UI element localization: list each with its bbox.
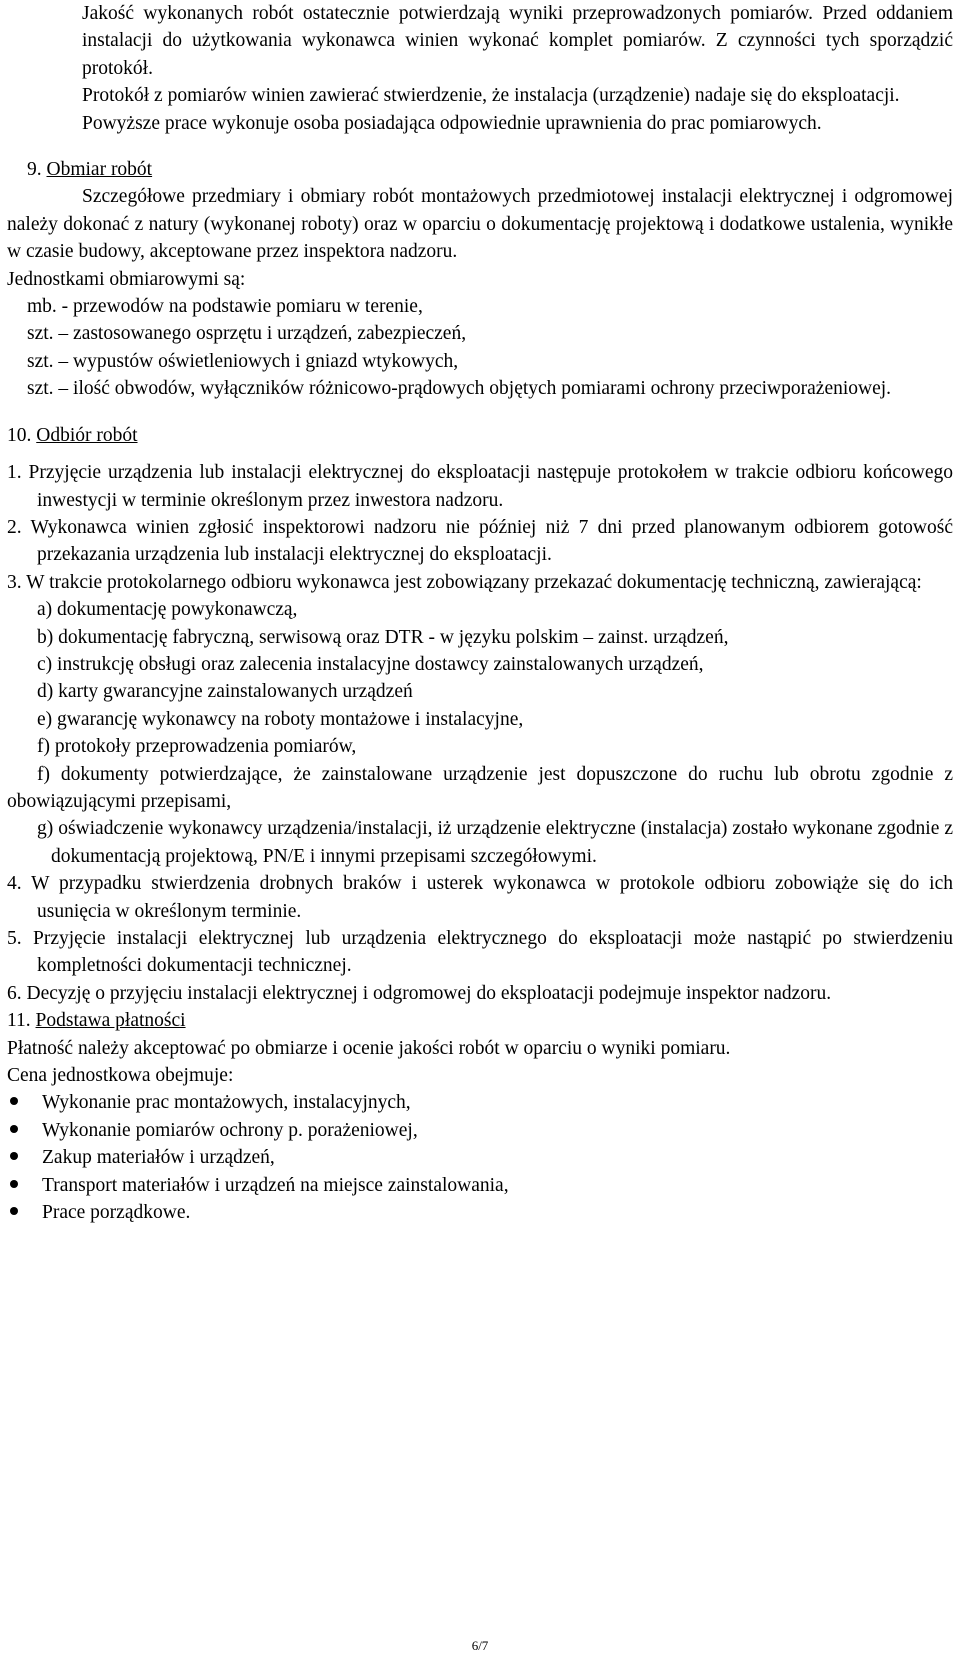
section-9-title: Obmiar robót [46, 159, 153, 181]
documentation-item: e) gwarancję wykonawcy na roboty montażowe i instalacyjne, [37, 708, 524, 730]
documentation-item: c) instrukcję obsługi oraz zalecenia instalacyjne dostawcy zainstalowanych urządzeń, [37, 653, 704, 675]
payment-text: Płatność należy akceptować po obmiarze i ocenie jakości robót w oparciu o wyniki pomiaru. [7, 1037, 731, 1059]
acceptance-item: 5. Przyjęcie instalacji elektrycznej lub urządzenia elektrycznego do eksploatacji może nastąpić po stwierdzeniu kompletności dokumentacji technicznej. [7, 928, 953, 977]
bullet-text: Zakup materiałów i urządzeń, [42, 1147, 275, 1169]
acceptance-item: 2. Wykonawca winien zgłosić inspektorowi nadzoru nie później niż 7 dni przed planowanym odbiorem gotowość przekazania urządzenia lub instalacji elektrycznej do eksploatacji. [7, 516, 953, 566]
spacer [7, 449, 953, 459]
documentation-item: b) dokumentację fabryczną, serwisową oraz DTR - w języku polskim – zainst. urządzeń, [37, 626, 729, 648]
section-9-body-text: Szczegółowe przedmiary i obmiary robót montażowych przedmiotowej instalacji elektrycznej i odgromowej należy dokonać z natury (wykonanej roboty) oraz w oparciu o dokumentację projektową i dodatkowe ustalenia, wynikłe w czasie budowy, akceptowane przez inspektora nadzoru. [7, 186, 953, 263]
price-components-list [7, 1089, 953, 1226]
documentation-item: a) dokumentację powykonawczą, [37, 599, 298, 621]
intro-paragraph-1 [7, 0, 953, 82]
unit-item: szt. – zastosowanego osprzętu i urządzeń, zabezpieczeń, [27, 323, 467, 345]
documentation-item: d) karty gwarancyjne zainstalowanych urządzeń [37, 681, 413, 703]
bullet-icon [10, 1125, 18, 1133]
bullet-text: Wykonanie pomiarów ochrony p. porażeniowej, [42, 1119, 418, 1141]
page-number: 6/7 [471, 1638, 489, 1653]
section-11-heading [7, 1007, 953, 1034]
section-11-number: 11. [7, 1010, 31, 1032]
documentation-item [7, 761, 953, 816]
documentation-item: f) protokoły przeprowadzenia pomiarów, [37, 736, 357, 758]
bullet-icon [10, 1207, 18, 1215]
acceptance-item: 4. W przypadku stwierdzenia drobnych braków i usterek wykonawca w protokole odbioru zobowiąże się do ich usunięcia w określonym terminie. [7, 873, 953, 922]
document-page [7, 0, 953, 1226]
bullet-item [7, 1089, 953, 1116]
documentation-item: g) oświadczenie wykonawcy urządzenia/instalacji, iż urządzenie elektryczne (instalacja) zostało wykonane zgodnie z dokumentacją projektową, PN/E i innymi przepisami szczegółowymi. [37, 818, 953, 867]
intro-text-3: Powyższe prace wykonuje osoba posiadająca odpowiednie uprawnienia do prac pomiarowych. [82, 112, 822, 134]
units-label: Jednostkami obmiarowymi są: [7, 268, 246, 290]
bullet-item [7, 1172, 953, 1199]
intro-text-1: Jakość wykonanych robót ostatecznie potwierdzają wyniki przeprowadzonych pomiarów. Przed oddaniem instalacji do użytkowania wykonawca winien wykonać komplet pomiarów. Z czynności tych sporządzić protokół. [82, 3, 953, 79]
documentation-list [7, 596, 953, 870]
bullet-icon [10, 1180, 18, 1188]
bullet-text: Wykonanie prac montażowych, instalacyjnych, [42, 1092, 411, 1114]
bullet-icon [10, 1152, 18, 1160]
acceptance-item: 3. W trakcie protokolarnego odbioru wykonawca jest zobowiązany przekazać dokumentację techniczną, zawierającą: [7, 571, 922, 593]
section-10-title: Odbiór robót [36, 424, 138, 446]
spacer [7, 403, 953, 422]
acceptance-item: 6. Decyzję o przyjęciu instalacji elektrycznej i odgromowej do eksploatacji podejmuje inspektor nadzoru. [7, 982, 832, 1004]
section-10-heading [7, 422, 953, 449]
unit-item: mb. - przewodów na podstawie pomiaru w terenie, [27, 296, 423, 318]
unit-item: szt. – wypustów oświetleniowych i gniazd wtykowych, [27, 350, 459, 372]
section-9-heading [7, 156, 953, 183]
intro-text-2: Protokół z pomiarów winien zawierać stwierdzenie, że instalacja (urządzenie) nadaje się do eksploatacji. [82, 85, 900, 107]
bullet-text: Transport materiałów i urządzeń na miejsce zainstalowania, [42, 1174, 509, 1196]
acceptance-item: 1. Przyjęcie urządzenia lub instalacji elektrycznej do eksploatacji następuje protokołem w trakcie odbioru końcowego inwestycji w terminie określonym przez inwestora nadzoru. [7, 462, 953, 511]
bullet-icon [10, 1097, 18, 1105]
bullet-item [7, 1117, 953, 1144]
intro-paragraph-2 [7, 82, 953, 109]
bullet-item [7, 1199, 953, 1226]
intro-paragraph-3 [7, 110, 953, 137]
section-9-body [7, 183, 953, 265]
unit-item: szt. – ilość obwodów, wyłączników różnicowo-prądowych objętych pomiarami ochrony przeciwporażeniowej. [27, 378, 892, 400]
spacer [7, 137, 953, 156]
bullet-item [7, 1144, 953, 1171]
section-9-number: 9. [27, 159, 42, 181]
section-11-title: Podstawa płatności [35, 1010, 186, 1032]
unit-price-label: Cena jednostkowa obejmuje: [7, 1065, 234, 1087]
units-list [7, 293, 953, 403]
bullet-text: Prace porządkowe. [42, 1202, 191, 1224]
documentation-item-text: f) dokumenty potwierdzające, że zainstalowane urządzenie jest dopuszczone do ruchu lub obrotu zgodnie z obowiązującymi przepisami, [7, 763, 953, 812]
section-10-number: 10. [7, 424, 32, 446]
